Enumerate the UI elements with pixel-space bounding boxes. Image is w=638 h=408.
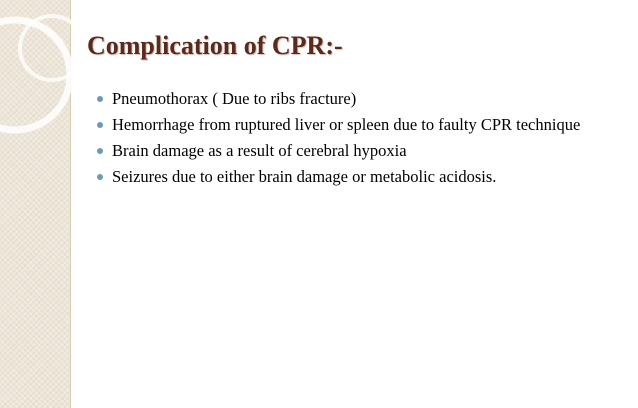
bullet-item bbox=[97, 88, 617, 110]
bullet-dot-icon bbox=[97, 122, 103, 128]
bullet-dot-icon bbox=[97, 174, 103, 180]
bullet-list bbox=[97, 88, 617, 192]
bullet-text: Hemorrhage from ruptured liver or spleen due to faulty CPR technique bbox=[112, 115, 581, 134]
decorative-ring-small bbox=[20, 16, 84, 80]
bullet-dot-icon bbox=[97, 148, 103, 154]
bullet-text: Brain damage as a result of cerebral hypoxia bbox=[112, 141, 407, 160]
bullet-text: Pneumothorax ( Due to ribs fracture) bbox=[112, 89, 357, 108]
bullet-item bbox=[97, 166, 617, 188]
bullet-item bbox=[97, 114, 617, 136]
bullet-dot-icon bbox=[97, 96, 103, 102]
slide-title: Complication of CPR:- bbox=[87, 31, 343, 60]
bullet-item bbox=[97, 140, 617, 162]
bullet-text: Seizures due to either brain damage or metabolic acidosis. bbox=[112, 167, 497, 186]
